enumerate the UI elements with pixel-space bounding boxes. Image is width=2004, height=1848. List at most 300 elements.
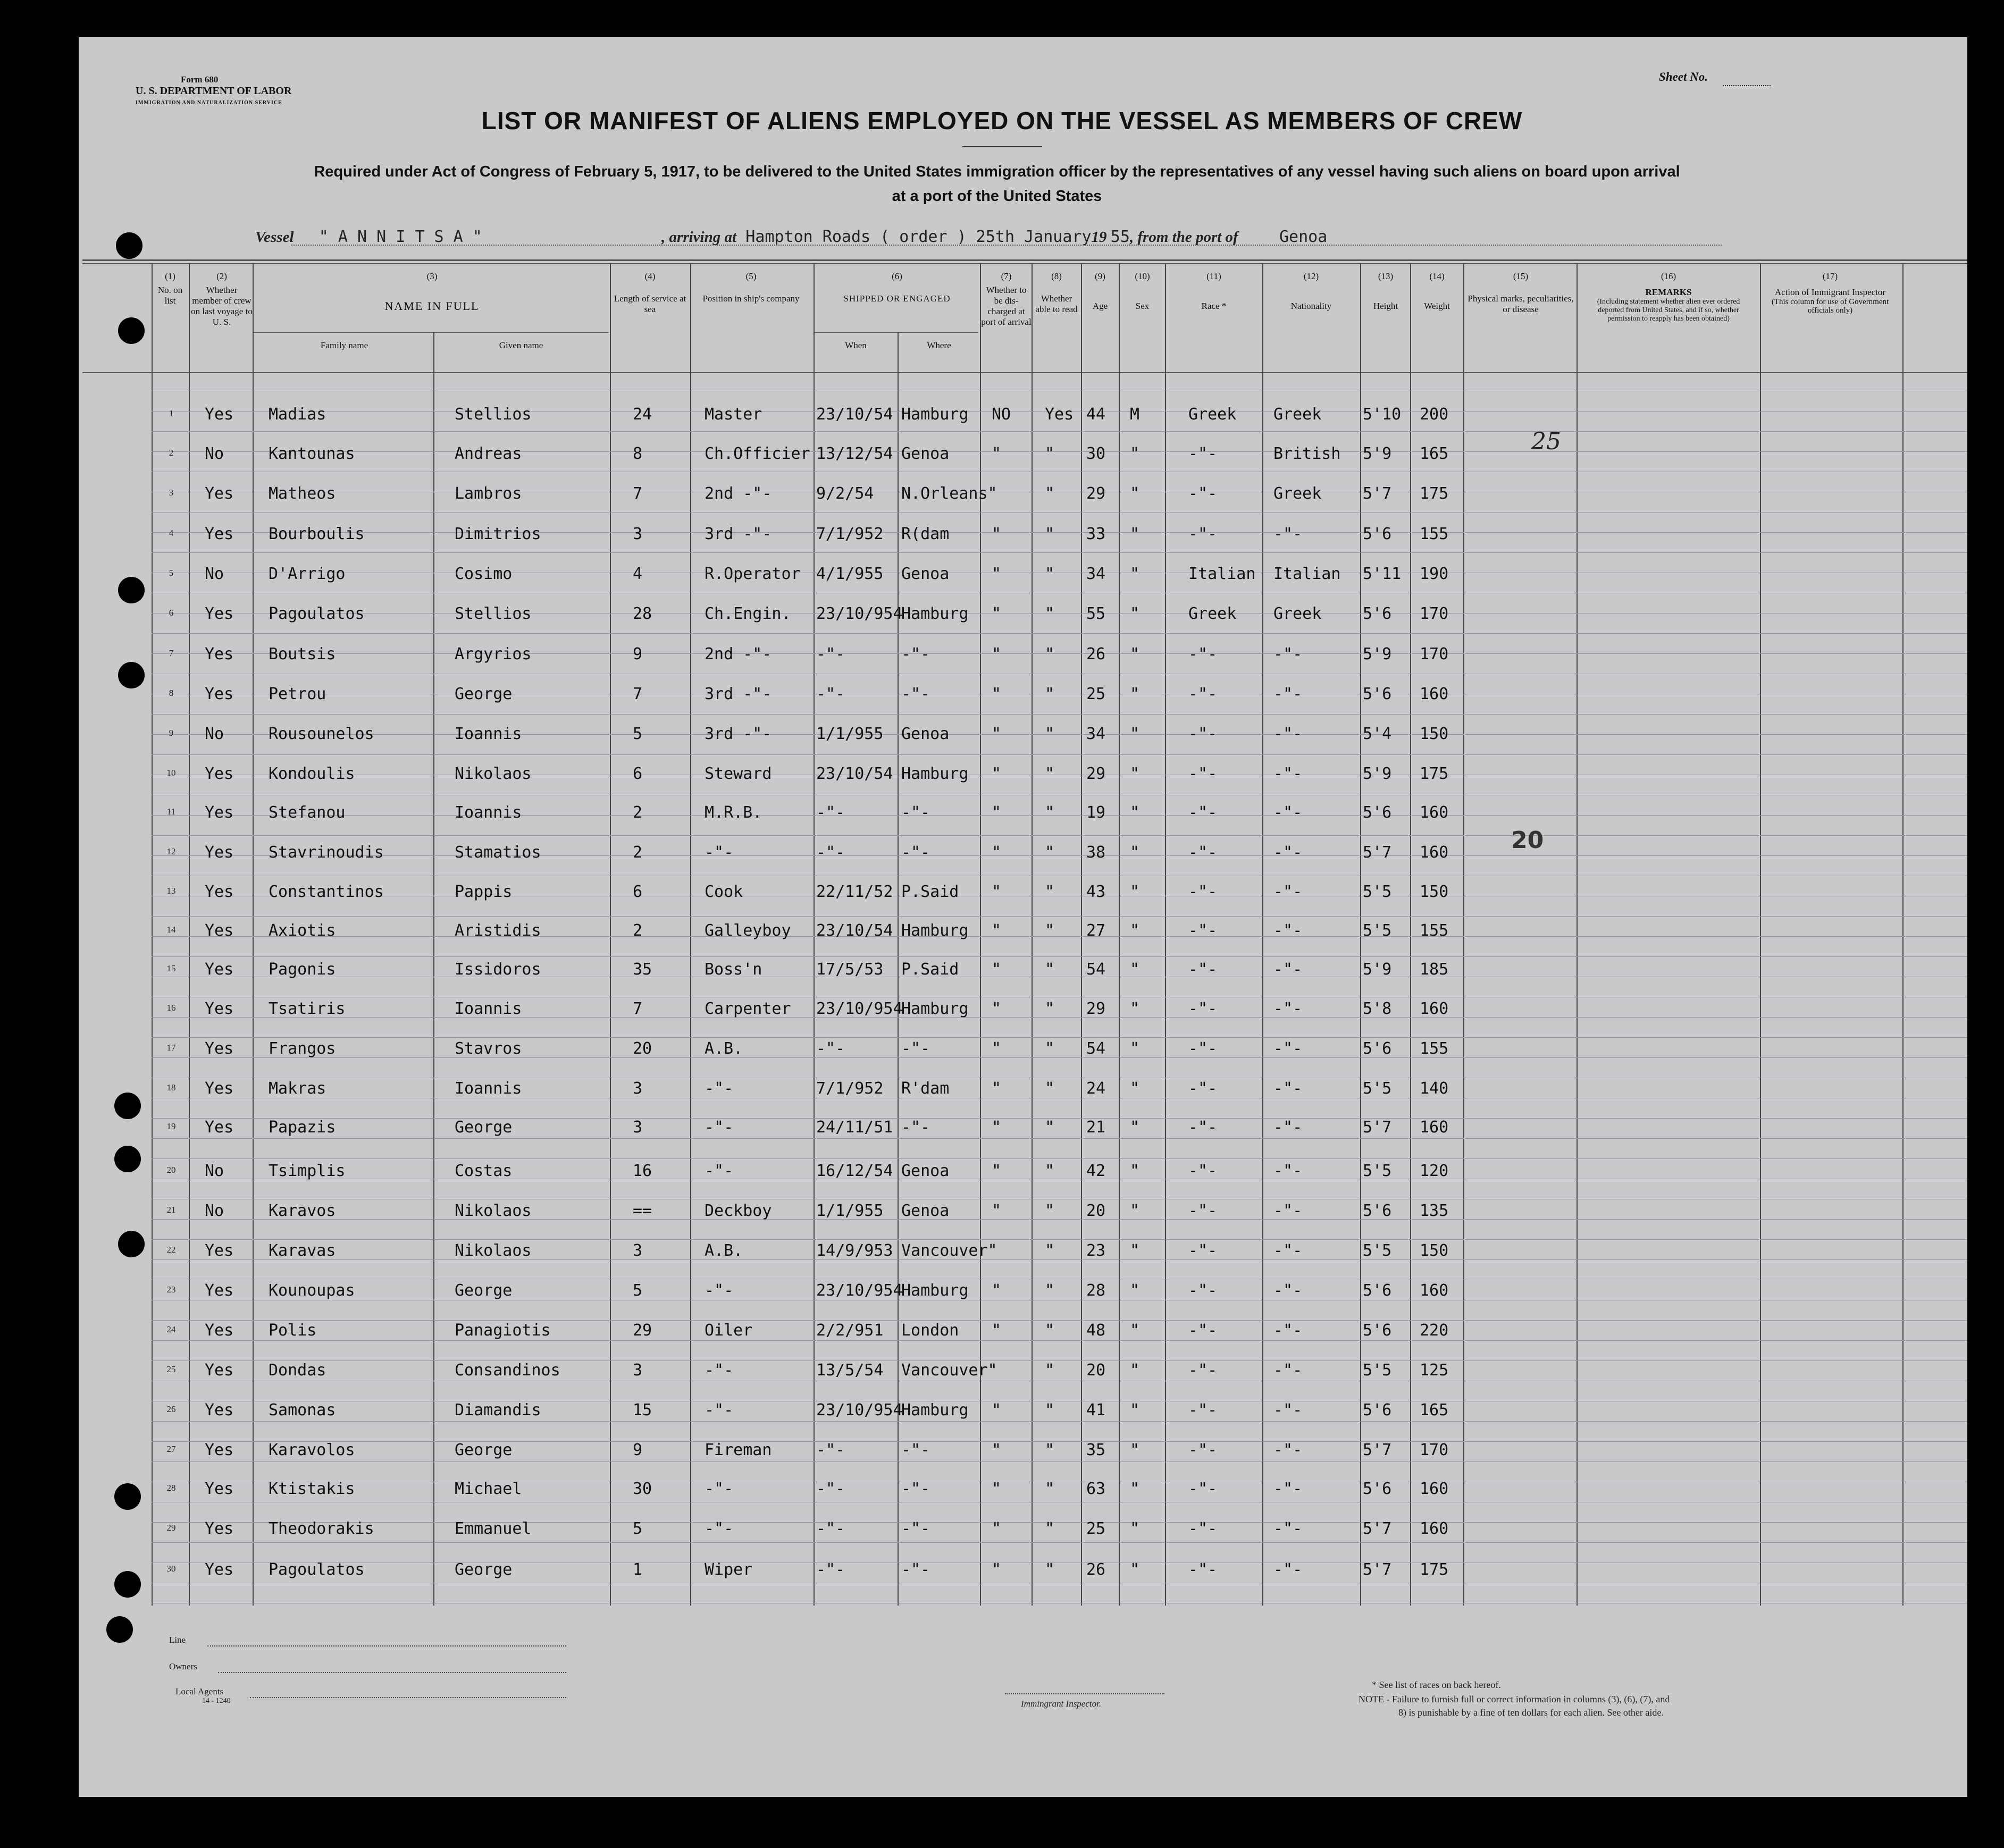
given-name-cell: Ioannis <box>455 1079 522 1098</box>
family-name-cell: Kantounas <box>269 444 355 463</box>
height-cell: 5'7 <box>1363 843 1392 862</box>
col-number: (9) <box>1095 271 1105 281</box>
sex-cell: " <box>1130 1079 1140 1098</box>
row-number: 28 <box>166 1483 176 1493</box>
given-name-cell: Lambros <box>455 484 522 503</box>
col-number: (14) <box>1429 271 1445 281</box>
position-cell: -"- <box>705 1361 734 1380</box>
age-cell: 43 <box>1086 883 1106 901</box>
row-rule <box>152 1057 1967 1058</box>
last-voyage-cell: Yes <box>205 484 234 503</box>
height-cell: 5'6 <box>1363 685 1392 703</box>
row-number: 23 <box>166 1284 176 1295</box>
punch-hole <box>118 317 145 344</box>
row-rule <box>152 653 1967 654</box>
family-name-cell: Petrou <box>269 685 326 703</box>
shipped-where-cell: Hamburg <box>901 999 969 1018</box>
local-agents-label: Local Agents <box>175 1686 224 1696</box>
sex-cell: " <box>1130 1321 1140 1340</box>
column-rule <box>433 332 434 1606</box>
family-name-header: Family name <box>320 340 368 350</box>
weight-cell: 160 <box>1420 1519 1449 1538</box>
position-cell: -"- <box>705 1281 734 1300</box>
column-rule <box>1119 263 1120 1606</box>
row-rule <box>152 1017 1967 1018</box>
vessel-info <box>255 228 1327 246</box>
last-voyage-cell: Yes <box>205 1480 234 1498</box>
service-length-cell: 4 <box>633 565 643 583</box>
race-cell: -"- <box>1188 1361 1218 1380</box>
service-length-cell: 2 <box>633 843 643 862</box>
able-to-read-cell: " <box>1045 604 1055 623</box>
given-name-cell: George <box>455 1118 513 1137</box>
family-name-cell: Ktistakis <box>269 1480 355 1498</box>
weight-cell: 170 <box>1420 604 1449 623</box>
position-cell: -"- <box>705 1519 734 1538</box>
shipped-where-cell: -"- <box>901 685 930 703</box>
shipped-when-cell: -"- <box>816 1560 845 1579</box>
handwritten-annotation: 25 <box>1531 428 1561 455</box>
able-to-read-cell: " <box>1045 1079 1055 1098</box>
shipped-when-cell: -"- <box>816 1441 845 1459</box>
service-length-cell: 30 <box>633 1480 652 1498</box>
weight-cell: 160 <box>1420 999 1449 1018</box>
service-length-cell: 5 <box>633 1519 643 1538</box>
age-cell: 29 <box>1086 484 1106 503</box>
discharged-cell: " <box>992 1079 1002 1098</box>
last-voyage-cell: Yes <box>205 1441 234 1459</box>
race-cell: -"- <box>1188 921 1218 940</box>
weight-cell: 140 <box>1420 1079 1449 1098</box>
form-code: 14 - 1240 <box>202 1697 231 1705</box>
col15-header <box>1465 271 1577 315</box>
weight-cell: 160 <box>1420 843 1449 862</box>
row-rule <box>152 734 1967 735</box>
age-cell: 21 <box>1086 1118 1106 1137</box>
race-cell: -"- <box>1188 1441 1218 1459</box>
shipped-where-cell: Hamburg <box>901 604 969 623</box>
able-to-read-cell: " <box>1045 1118 1055 1137</box>
discharged-cell: " <box>992 444 1002 463</box>
col-number: (16) <box>1661 271 1676 281</box>
races-note: * See list of races on back hereof. <box>1372 1679 1501 1690</box>
position-cell: -"- <box>705 1162 734 1180</box>
age-cell: 55 <box>1086 604 1106 623</box>
shipped-when-cell: -"- <box>816 1519 845 1538</box>
weight-cell: 155 <box>1420 525 1449 543</box>
sex-cell: " <box>1130 1281 1140 1300</box>
nationality-cell: -"- <box>1273 1480 1303 1498</box>
able-to-read-cell: " <box>1045 999 1055 1018</box>
discharged-cell: " <box>992 843 1002 862</box>
service-length-cell: 2 <box>633 921 643 940</box>
col-label: Action of Immigrant Inspector <box>1774 287 1886 297</box>
able-to-read-cell: " <box>1045 1441 1055 1459</box>
nationality-cell: -"- <box>1273 1401 1303 1419</box>
position-cell: -"- <box>705 1401 734 1419</box>
family-name-cell: Rousounelos <box>269 725 374 743</box>
height-cell: 5'5 <box>1363 1241 1392 1260</box>
height-cell: 5'6 <box>1363 1039 1392 1058</box>
column-rule <box>610 263 611 1606</box>
nationality-cell: -"- <box>1273 725 1303 743</box>
height-cell: 5'8 <box>1363 999 1392 1018</box>
punch-hole <box>106 1616 133 1643</box>
race-cell: -"- <box>1188 685 1218 703</box>
given-name-cell: Cosimo <box>455 565 513 583</box>
from-label: , from the port of <box>1129 229 1238 246</box>
height-cell: 5'7 <box>1363 1560 1392 1579</box>
given-name-cell: Diamandis <box>455 1401 541 1419</box>
row-rule <box>152 1037 1967 1038</box>
last-voyage-cell: Yes <box>205 921 234 940</box>
sex-cell: " <box>1130 1118 1140 1137</box>
sex-cell: " <box>1130 1560 1140 1579</box>
col-label: Weight <box>1424 301 1450 311</box>
given-name-cell: Pappis <box>455 883 513 901</box>
discharged-cell: " <box>992 1162 1002 1180</box>
col-number: (12) <box>1303 271 1319 281</box>
shipped-where-cell: P.Said <box>901 883 959 901</box>
row-rule <box>152 714 1967 715</box>
weight-cell: 135 <box>1420 1202 1449 1220</box>
service-length-cell: 29 <box>633 1321 652 1340</box>
row-rule <box>152 916 1967 917</box>
weight-cell: 125 <box>1420 1361 1449 1380</box>
shipped-when-cell: 24/11/51 <box>816 1118 893 1137</box>
col-number: (4) <box>644 271 656 281</box>
discharged-cell: " <box>992 1519 1002 1538</box>
age-cell: 23 <box>1086 1241 1106 1260</box>
title-rule <box>962 146 1042 147</box>
col14-header <box>1412 271 1462 312</box>
given-name-header: Given name <box>499 340 543 350</box>
row-number: 29 <box>166 1523 176 1533</box>
punch-hole <box>114 1483 141 1510</box>
from-port: Genoa <box>1279 228 1328 246</box>
nationality-cell: -"- <box>1273 685 1303 703</box>
height-cell: 5'6 <box>1363 604 1392 623</box>
shipped-where-cell: -"- <box>901 1039 930 1058</box>
family-name-cell: Constantinos <box>269 883 384 901</box>
height-cell: 5'6 <box>1363 525 1392 543</box>
shipped-where-cell: Genoa <box>901 725 950 743</box>
weight-cell: 200 <box>1420 405 1449 424</box>
service-length-cell: 6 <box>633 883 643 901</box>
last-voyage-cell: Yes <box>205 525 234 543</box>
height-cell: 5'6 <box>1363 1480 1392 1498</box>
position-cell: Galleyboy <box>705 921 791 940</box>
age-cell: 38 <box>1086 843 1106 862</box>
weight-cell: 175 <box>1420 765 1449 783</box>
weight-cell: 160 <box>1420 1118 1449 1137</box>
age-cell: 29 <box>1086 765 1106 783</box>
family-name-cell: Stavrinoudis <box>269 843 384 862</box>
shipped-when-cell: 23/10/54 <box>816 765 893 783</box>
service-length-cell: 5 <box>633 725 643 743</box>
given-name-cell: George <box>455 1281 513 1300</box>
arriving-label: , arriving at <box>661 229 737 246</box>
given-name-cell: Ioannis <box>455 999 522 1018</box>
discharged-cell: " <box>992 803 1002 822</box>
shipped-subheader-rule <box>814 332 978 333</box>
given-name-cell: Stellios <box>455 405 532 424</box>
weight-cell: 165 <box>1420 1401 1449 1419</box>
discharged-cell: " <box>992 960 1002 979</box>
shipped-where-cell: London <box>901 1321 959 1340</box>
family-name-cell: Matheos <box>269 484 336 503</box>
able-to-read-cell: " <box>1045 484 1055 503</box>
height-cell: 5'5 <box>1363 1361 1392 1380</box>
given-name-cell: Stamatios <box>455 843 541 862</box>
able-to-read-cell: " <box>1045 1560 1055 1579</box>
discharged-cell: " <box>992 1560 1002 1579</box>
col-note: (This column for use of Government officials only) <box>1771 298 1889 315</box>
position-cell: Master <box>705 405 762 424</box>
arriving-port: Hampton Roads ( order ) 25th January <box>745 228 1092 246</box>
height-cell: 5'7 <box>1363 1519 1392 1538</box>
line-label: Line <box>169 1635 186 1645</box>
nationality-cell: -"- <box>1273 999 1303 1018</box>
race-cell: -"- <box>1188 999 1218 1018</box>
col-number: (17) <box>1822 271 1838 281</box>
sex-cell: " <box>1130 803 1140 822</box>
column-rule <box>1032 263 1033 1606</box>
row-rule <box>152 936 1967 937</box>
weight-cell: 165 <box>1420 444 1449 463</box>
row-number: 15 <box>166 963 176 973</box>
shipped-where-cell: P.Said <box>901 960 959 979</box>
row-number: 18 <box>166 1082 176 1093</box>
given-name-cell: Ioannis <box>455 803 522 822</box>
last-voyage-cell: Yes <box>205 1519 234 1538</box>
row-rule <box>152 835 1967 836</box>
nationality-cell: -"- <box>1273 1118 1303 1137</box>
column-rule <box>1902 263 1904 1606</box>
able-to-read-cell: " <box>1045 725 1055 743</box>
col8-header <box>1033 271 1080 315</box>
col-number: (15) <box>1513 271 1529 281</box>
col-label: REMARKS <box>1645 287 1692 297</box>
nationality-cell: -"- <box>1273 1039 1303 1058</box>
nationality-cell: -"- <box>1273 1162 1303 1180</box>
age-cell: 27 <box>1086 921 1106 940</box>
shipped-when-cell: -"- <box>816 685 845 703</box>
col3-header <box>255 271 609 312</box>
nationality-cell: -"- <box>1273 1241 1303 1260</box>
height-cell: 5'5 <box>1363 1162 1392 1180</box>
family-name-cell: Stefanou <box>269 803 346 822</box>
row-number: 17 <box>166 1043 176 1053</box>
row-number: 14 <box>166 925 176 935</box>
shipped-when-cell: 4/1/955 <box>816 565 884 583</box>
shipped-when-cell: 13/5/54 <box>816 1361 884 1380</box>
discharged-cell: NO <box>992 405 1011 424</box>
age-cell: 48 <box>1086 1321 1106 1340</box>
page-subtitle <box>213 159 1781 208</box>
able-to-read-cell: " <box>1045 565 1055 583</box>
col-label: Race * <box>1201 301 1227 311</box>
col11-header <box>1166 271 1262 312</box>
sex-cell: " <box>1130 1162 1140 1180</box>
shipped-where-cell: Hamburg <box>901 1401 969 1419</box>
row-number: 20 <box>166 1165 176 1175</box>
shipped-where-cell: -"- <box>901 803 930 822</box>
position-cell: Carpenter <box>705 999 791 1018</box>
weight-cell: 220 <box>1420 1321 1449 1340</box>
nationality-cell: -"- <box>1273 1441 1303 1459</box>
col-label: Nationality <box>1290 301 1332 311</box>
given-name-cell: Michael <box>455 1480 522 1498</box>
height-cell: 5'6 <box>1363 1281 1392 1300</box>
service-length-cell: 9 <box>633 645 643 663</box>
last-voyage-cell: Yes <box>205 1361 234 1380</box>
family-name-cell: Pagoulatos <box>269 604 365 623</box>
family-name-cell: Pagonis <box>269 960 336 979</box>
row-rule <box>152 1421 1967 1422</box>
shipped-when-cell: -"- <box>816 843 845 862</box>
sex-cell: " <box>1130 765 1140 783</box>
nationality-cell: Greek <box>1273 405 1322 424</box>
family-name-cell: Pagoulatos <box>269 1560 365 1579</box>
position-cell: Oiler <box>705 1321 753 1340</box>
height-cell: 5'6 <box>1363 1401 1392 1419</box>
race-cell: -"- <box>1188 1480 1218 1498</box>
given-name-cell: Dimitrios <box>455 525 541 543</box>
service-length-cell: 7 <box>633 484 643 503</box>
position-cell: Steward <box>705 765 772 783</box>
shipped-when-cell: 23/10/954 <box>816 1281 903 1300</box>
year-suffix: 55 <box>1110 228 1130 246</box>
age-cell: 54 <box>1086 960 1106 979</box>
position-cell: A.B. <box>705 1241 743 1260</box>
race-cell: Greek <box>1188 405 1237 424</box>
able-to-read-cell: " <box>1045 444 1055 463</box>
col-number: (11) <box>1206 271 1221 281</box>
family-name-cell: Frangos <box>269 1039 336 1058</box>
nationality-cell: Greek <box>1273 604 1322 623</box>
height-cell: 5'11 <box>1363 565 1402 583</box>
col-number: (2) <box>216 271 227 281</box>
shipped-when-cell: 23/10/954 <box>816 1401 903 1419</box>
col6-header <box>815 271 979 304</box>
row-number: 26 <box>166 1404 176 1414</box>
height-cell: 5'9 <box>1363 645 1392 663</box>
punch-hole <box>114 1146 141 1172</box>
race-cell: -"- <box>1188 725 1218 743</box>
owners-label: Owners <box>169 1661 197 1671</box>
height-cell: 5'9 <box>1363 444 1392 463</box>
family-name-cell: D'Arrigo <box>269 565 346 583</box>
shipped-where-cell: N.Orleans" <box>901 484 997 503</box>
shipped-where-cell: Genoa <box>901 444 950 463</box>
row-number: 2 <box>169 448 174 458</box>
height-cell: 5'10 <box>1363 405 1402 424</box>
col-label: Height <box>1373 301 1398 311</box>
last-voyage-cell: Yes <box>205 604 234 623</box>
when-header: When <box>845 340 867 350</box>
age-cell: 34 <box>1086 565 1106 583</box>
col1-header <box>152 271 189 306</box>
row-number: 22 <box>166 1245 176 1255</box>
family-name-cell: Bourboulis <box>269 525 365 543</box>
sex-cell: " <box>1130 604 1140 623</box>
race-cell: -"- <box>1188 484 1218 503</box>
able-to-read-cell: " <box>1045 645 1055 663</box>
race-cell: -"- <box>1188 1118 1218 1137</box>
race-cell: Greek <box>1188 604 1237 623</box>
vessel-underline <box>291 245 1722 246</box>
able-to-read-cell: " <box>1045 921 1055 940</box>
col12-header <box>1263 271 1359 312</box>
family-name-cell: Kounoupas <box>269 1281 355 1300</box>
race-cell: -"- <box>1188 645 1218 663</box>
shipped-where-cell: R'dam <box>901 1079 950 1098</box>
given-name-cell: Emmanuel <box>455 1519 532 1538</box>
shipped-where-cell: Hamburg <box>901 921 969 940</box>
line-field <box>207 1645 566 1647</box>
race-cell: -"- <box>1188 525 1218 543</box>
position-cell: M.R.B. <box>705 803 762 822</box>
sex-cell: M <box>1130 405 1140 424</box>
race-cell: Italian <box>1188 565 1256 583</box>
nationality-cell: -"- <box>1273 960 1303 979</box>
last-voyage-cell: No <box>205 725 224 743</box>
row-rule <box>152 1259 1967 1260</box>
sheet-number-label: Sheet No. <box>1659 70 1708 83</box>
shipped-where-cell: Genoa <box>901 565 950 583</box>
last-voyage-cell: Yes <box>205 1321 234 1340</box>
race-cell: -"- <box>1188 883 1218 901</box>
nationality-cell: -"- <box>1273 1519 1303 1538</box>
last-voyage-cell: Yes <box>205 645 234 663</box>
race-cell: -"- <box>1188 1202 1218 1220</box>
position-cell: 3rd -"- <box>705 525 772 543</box>
race-cell: -"- <box>1188 1519 1218 1538</box>
nationality-cell: -"- <box>1273 1281 1303 1300</box>
col-number: (8) <box>1051 271 1062 281</box>
age-cell: 29 <box>1086 999 1106 1018</box>
family-name-cell: Karavos <box>269 1202 336 1220</box>
position-cell: -"- <box>705 1480 734 1498</box>
position-cell: Fireman <box>705 1441 772 1459</box>
discharged-cell: " <box>992 525 1002 543</box>
shipped-when-cell: 23/10/54 <box>816 921 893 940</box>
sex-cell: " <box>1130 1480 1140 1498</box>
col16-header <box>1578 271 1759 323</box>
given-name-cell: Nikolaos <box>455 765 532 783</box>
family-name-cell: Madias <box>269 405 326 424</box>
given-name-cell: George <box>455 1560 513 1579</box>
shipped-when-cell: -"- <box>816 645 845 663</box>
discharged-cell: " <box>992 883 1002 901</box>
shipped-where-cell: Genoa <box>901 1202 950 1220</box>
punch-hole <box>118 577 145 603</box>
discharged-cell: " <box>992 1118 1002 1137</box>
able-to-read-cell: " <box>1045 843 1055 862</box>
given-name-cell: Panagiotis <box>455 1321 551 1340</box>
given-name-cell: Argyrios <box>455 645 532 663</box>
shipped-where-cell: Vancouver" <box>901 1241 997 1260</box>
col-number: (7) <box>1001 271 1012 281</box>
row-rule <box>152 1118 1967 1119</box>
row-rule <box>152 1522 1967 1523</box>
col10-header <box>1120 271 1165 312</box>
col-label: No. on list <box>157 285 183 306</box>
row-number: 5 <box>169 568 174 578</box>
row-number: 9 <box>169 728 174 738</box>
last-voyage-cell: No <box>205 444 224 463</box>
